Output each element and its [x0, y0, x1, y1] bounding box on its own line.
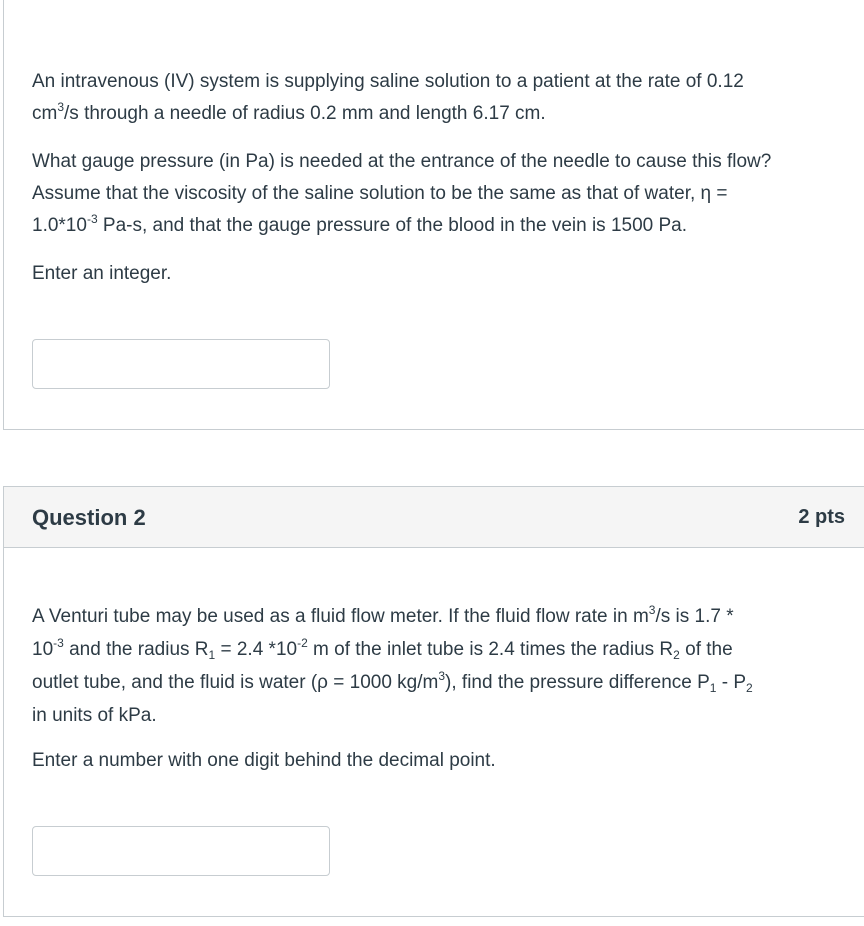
question-1-text-paragraph-1: An intravenous (IV) system is supplying saline solution to a patient at the rate of 0.12 $cm^3/s$ through a needle of radius 0.2 mm and length 6.17 cm. — [32, 71, 744, 124]
question-1-card — [3, 0, 864, 430]
question-2-points: 2 pts — [798, 506, 845, 528]
question-2-header — [4, 487, 864, 548]
question-2-answer-input[interactable] — [32, 826, 330, 876]
question-1-instruction: Enter an integer. — [32, 263, 172, 284]
question-2-card — [3, 486, 864, 917]
question-2-text-paragraph-1: A Venturi tube may be used as a fluid flow meter. If the fluid flow rate in $m^3/s$ is 1.7 * $10^{-3}$ and the radius $R_1 = 2.4$ $*10^{-2}$ m of the inlet tube is 2.4 times the radius $R_2$ of the outlet tube, and the fluid is water (ρ = 1000 $kg/m^3$), find the pressure difference $P_1 - P_2$ in units of kPa. — [32, 603, 753, 726]
question-2-title: Question 2 — [32, 505, 146, 530]
question-1-text-paragraph-2: What gauge pressure (in Pa) is needed at the entrance of the needle to cause this flow? Assume that the viscosity of the saline solution to be the same as that of water, η = $1.0*10^{-3}$ Pa-s, and that the gauge pressure of the blood in the vein is 1500 Pa. — [32, 151, 772, 236]
question-2-instruction: Enter a number with one digit behind the decimal point. — [32, 750, 496, 771]
question-1-answer-input[interactable] — [32, 339, 330, 389]
